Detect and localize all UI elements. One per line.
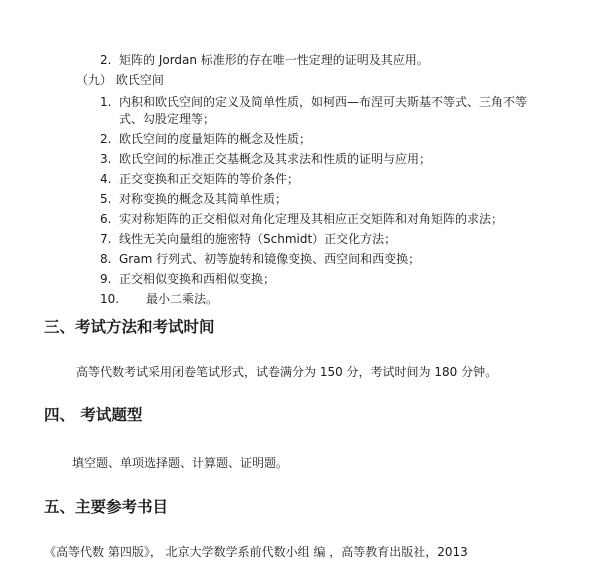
list-item-text: 正交相似变换和西相似变换； [119,272,276,286]
list-item [100,171,500,187]
list-item-text: 对称变换的概念及其简单性质； [119,192,288,206]
list-item-number: 10. [100,292,120,306]
list-item-number: 7. [100,232,112,246]
list-item-text: 内积和欧氏空间的定义及简单性质，如柯西—布涅可夫斯基不等式、三角不等 [119,95,528,109]
exam-method-text: 高等代数考试采用闭卷笔试形式，试卷满分为 150 分，考试时间为 180 分钟。 [76,365,498,379]
list-item-number: 5. [100,192,112,206]
list-item-number: 6. [100,212,112,226]
list-item-number: 3. [100,152,112,166]
section-heading-question-types: 四、 考试题型 [44,406,143,424]
list-item-text: 矩阵的 Jordan 标准形的存在唯一性定理的证明及其应用。 [119,53,429,67]
list-item [100,151,520,167]
list-item-text: 最小二乘法。 [146,292,219,306]
list-item-jordan [100,52,520,68]
list-item [100,291,500,307]
list-item-text: Gram 行列式、初等旋转和镜像变换、西空间和西变换； [119,252,421,266]
list-item-text: 实对称矩阵的正交相似对角化定理及其相应正交矩阵和对角矩阵的求法； [119,212,504,226]
list-item [100,231,520,247]
list-item-text: 线性无关向量组的施密特（Schmidt）正交化方法； [119,232,397,246]
list-item-number: 2. [100,132,112,146]
list-item [100,191,500,207]
list-item-text: 式、勾股定理等； [119,112,216,126]
list-item-text: 欧氏空间的标准正交基概念及其求法和性质的证明与应用； [119,152,432,166]
reference-book-text: 《高等代数 第四版》， 北京大学数学系前代数小组 编 ，高等教育出版社，2013 [44,545,468,559]
list-item [100,94,570,110]
list-item-number: 9. [100,272,112,286]
subsection-heading: （九） 欧氏空间 [76,73,164,87]
list-item-number: 4. [100,172,112,186]
list-item [100,131,500,147]
question-types-text: 填空题、单项选择题、计算题、证明题。 [72,456,289,470]
section-heading-references: 五、主要参考书目 [44,498,169,516]
list-item [100,251,520,267]
list-item-continuation [100,111,400,127]
list-item [100,211,570,227]
list-item-text: 正交变换和正交矩阵的等价条件； [119,172,300,186]
list-item-number: 8. [100,252,112,266]
list-item-text: 欧氏空间的度量矩阵的概念及性质； [119,132,312,146]
list-item-number: 1. [100,95,112,109]
section-heading-exam-method: 三、考试方法和考试时间 [44,318,215,336]
list-item-number: 2. [100,53,112,67]
list-item [100,271,500,287]
